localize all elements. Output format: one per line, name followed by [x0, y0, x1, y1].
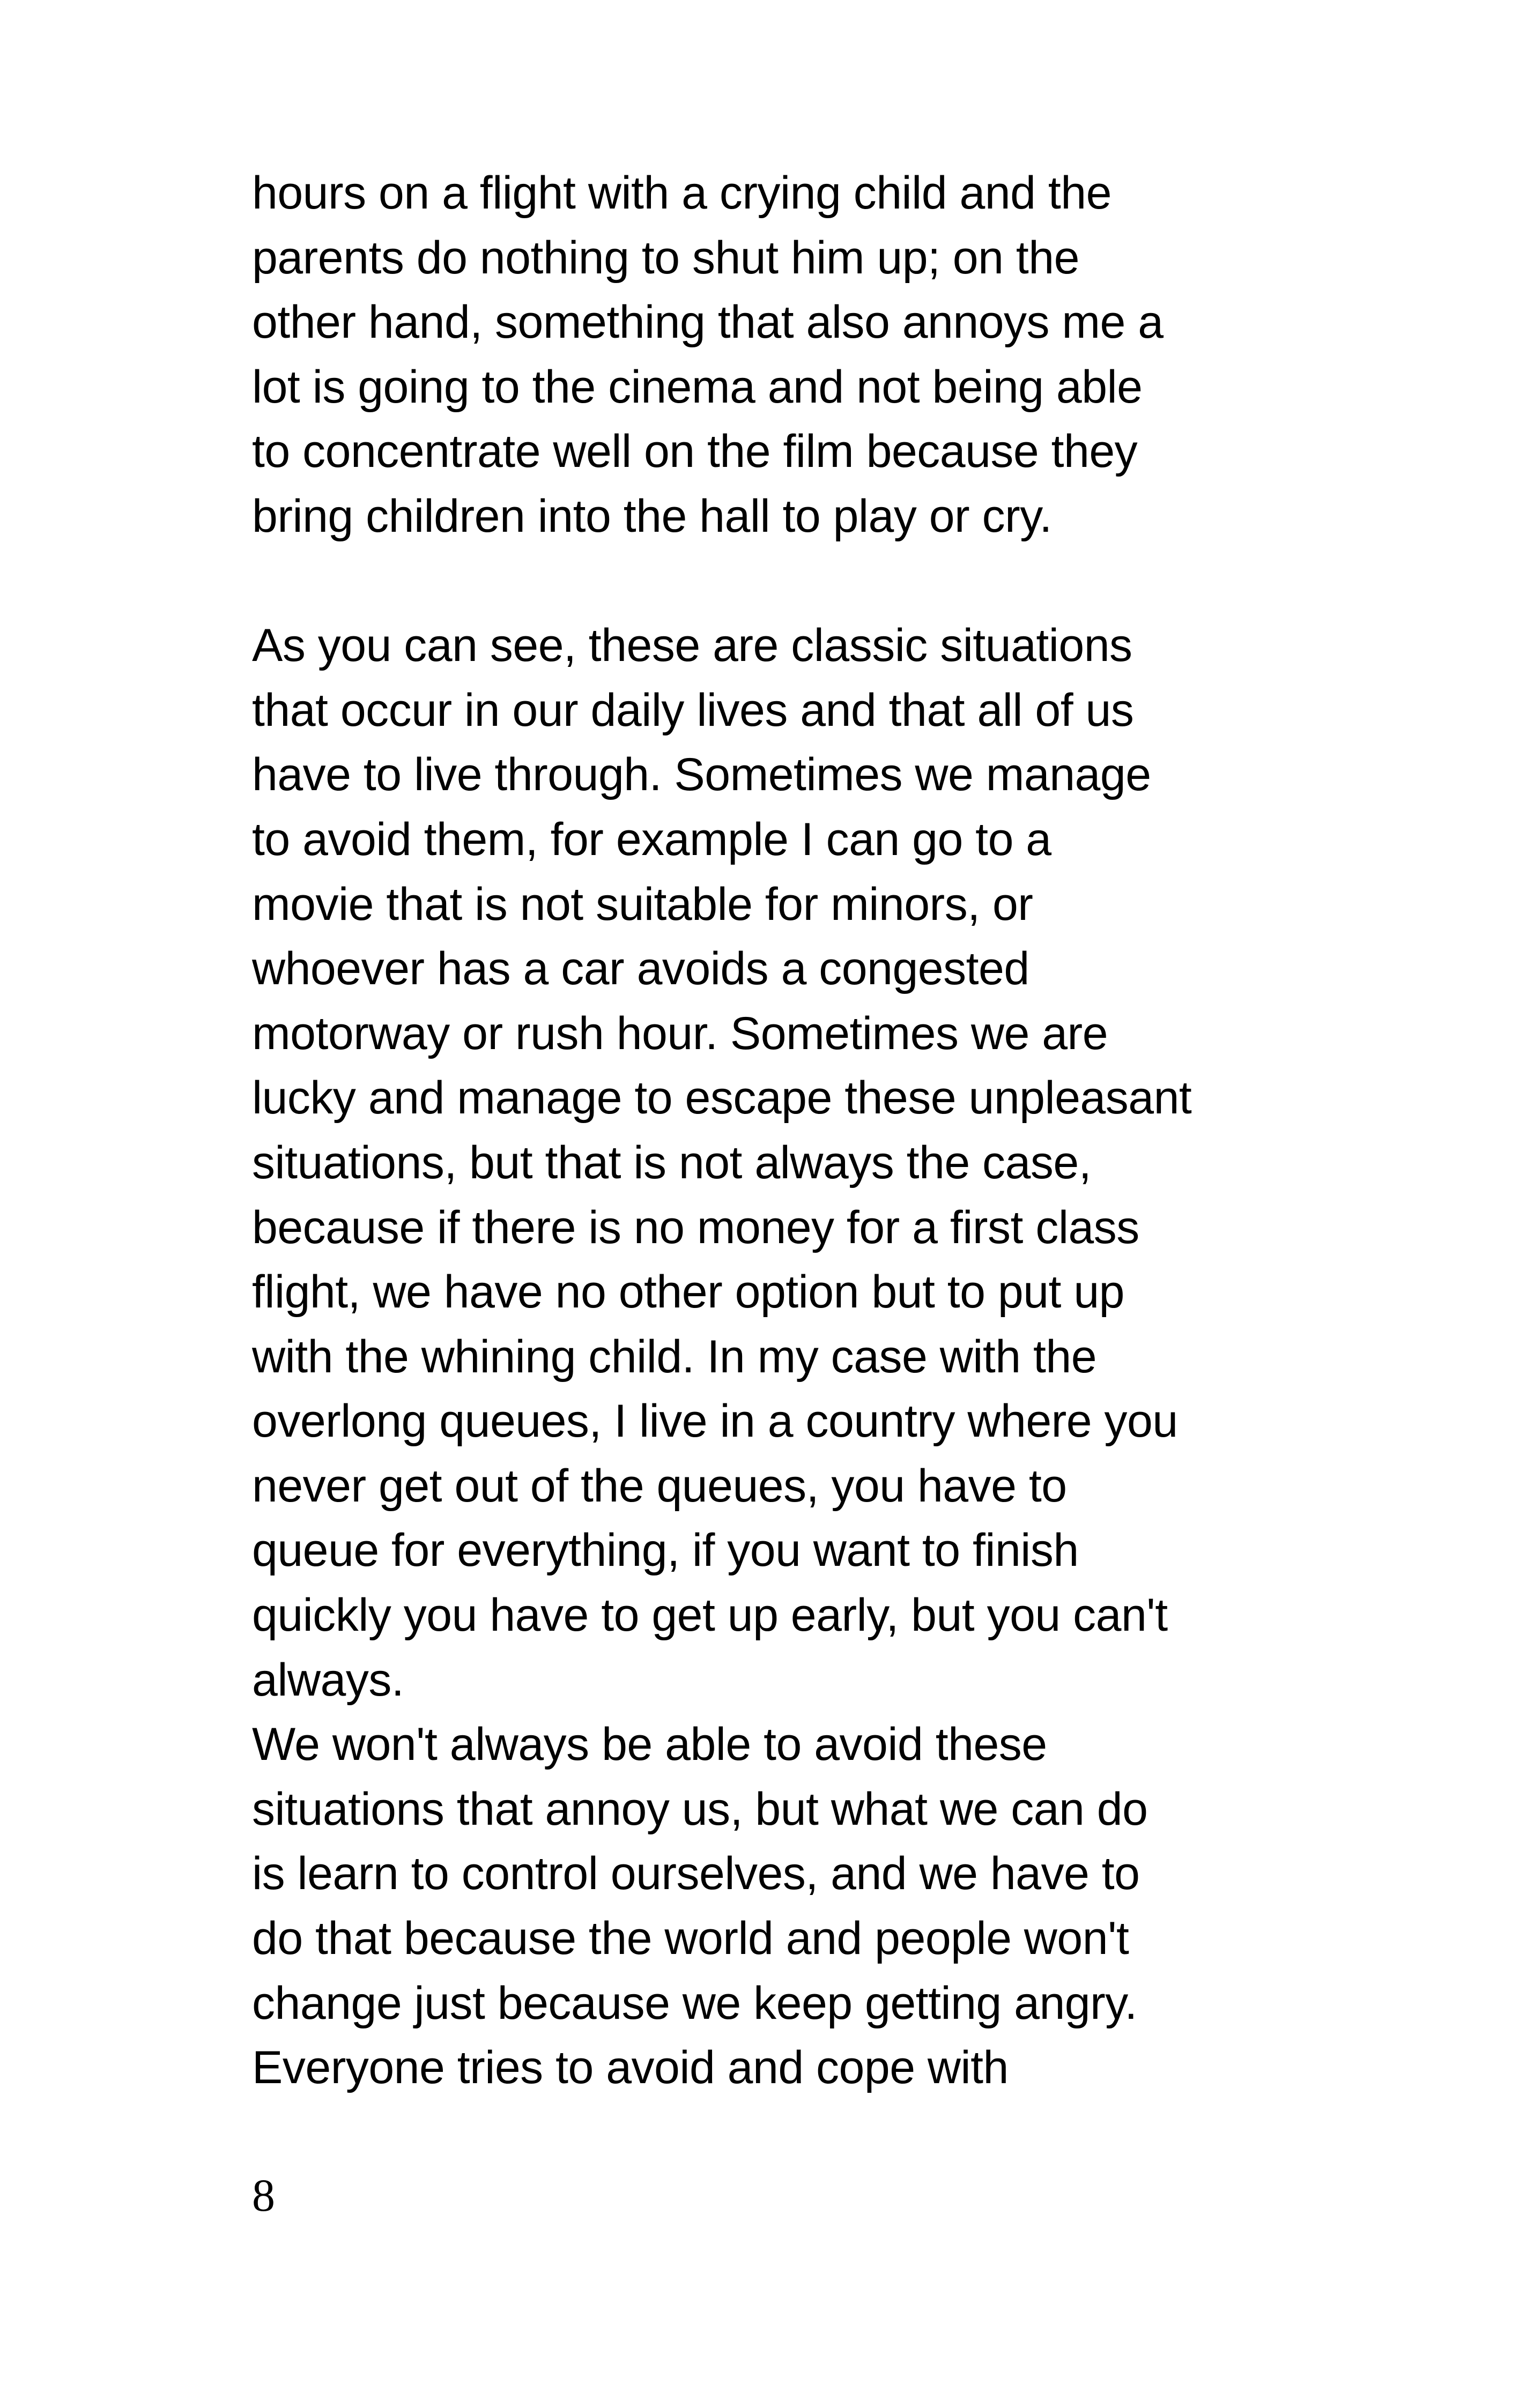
text-line: to concentrate well on the film because they [252, 426, 1138, 478]
text-line: We won't always be able to avoid these [252, 1719, 1047, 1771]
text-line: whoever has a car avoids a congested [252, 943, 1029, 995]
text-line: movie that is not suitable for minors, or [252, 878, 1033, 930]
text-line: always. [252, 1654, 404, 1706]
text-line: motorway or rush hour. Sometimes we are [252, 1007, 1108, 1059]
page-number: 8 [252, 2169, 275, 2221]
text-line: As you can see, these are classic situations [252, 620, 1132, 672]
text-line: bring children into the hall to play or cry. [252, 490, 1052, 542]
text-line: situations, but that is not always the case, [252, 1136, 1092, 1188]
text-line: overlong queues, I live in a country where you [252, 1395, 1178, 1447]
text-line: lot is going to the cinema and not being able [252, 361, 1143, 413]
text-line: to avoid them, for example I can go to a [252, 813, 1051, 865]
text-line: never get out of the queues, you have to [252, 1460, 1067, 1512]
text-line: queue for everything, if you want to finish [252, 1525, 1079, 1577]
paragraph [252, 161, 1303, 549]
body-text [252, 161, 1303, 2100]
text-line: have to live through. Sometimes we manage [252, 749, 1151, 801]
paragraph-gap [252, 549, 1303, 614]
paragraph [252, 613, 1303, 1712]
text-line: that occur in our daily lives and that all of us [252, 684, 1134, 736]
text-line: situations that annoy us, but what we can do [252, 1783, 1148, 1835]
text-line: with the whining child. In my case with the [252, 1331, 1097, 1383]
text-line: flight, we have no other option but to put up [252, 1266, 1124, 1318]
text-line: Everyone tries to avoid and cope with [252, 2042, 1009, 2094]
text-line: other hand, something that also annoys me a [252, 296, 1164, 348]
text-line: do that because the world and people won't [252, 1913, 1129, 1965]
text-line: hours on a flight with a crying child and the [252, 167, 1112, 219]
text-line: change just because we keep getting angry. [252, 1977, 1137, 2029]
text-line: quickly you have to get up early, but you can't [252, 1589, 1168, 1641]
text-line: because if there is no money for a first class [252, 1201, 1139, 1253]
text-line: is learn to control ourselves, and we have to [252, 1848, 1140, 1900]
text-line: lucky and manage to escape these unpleasant [252, 1072, 1192, 1124]
text-line: parents do nothing to shut him up; on the [252, 232, 1079, 284]
paragraph [252, 1712, 1303, 2100]
